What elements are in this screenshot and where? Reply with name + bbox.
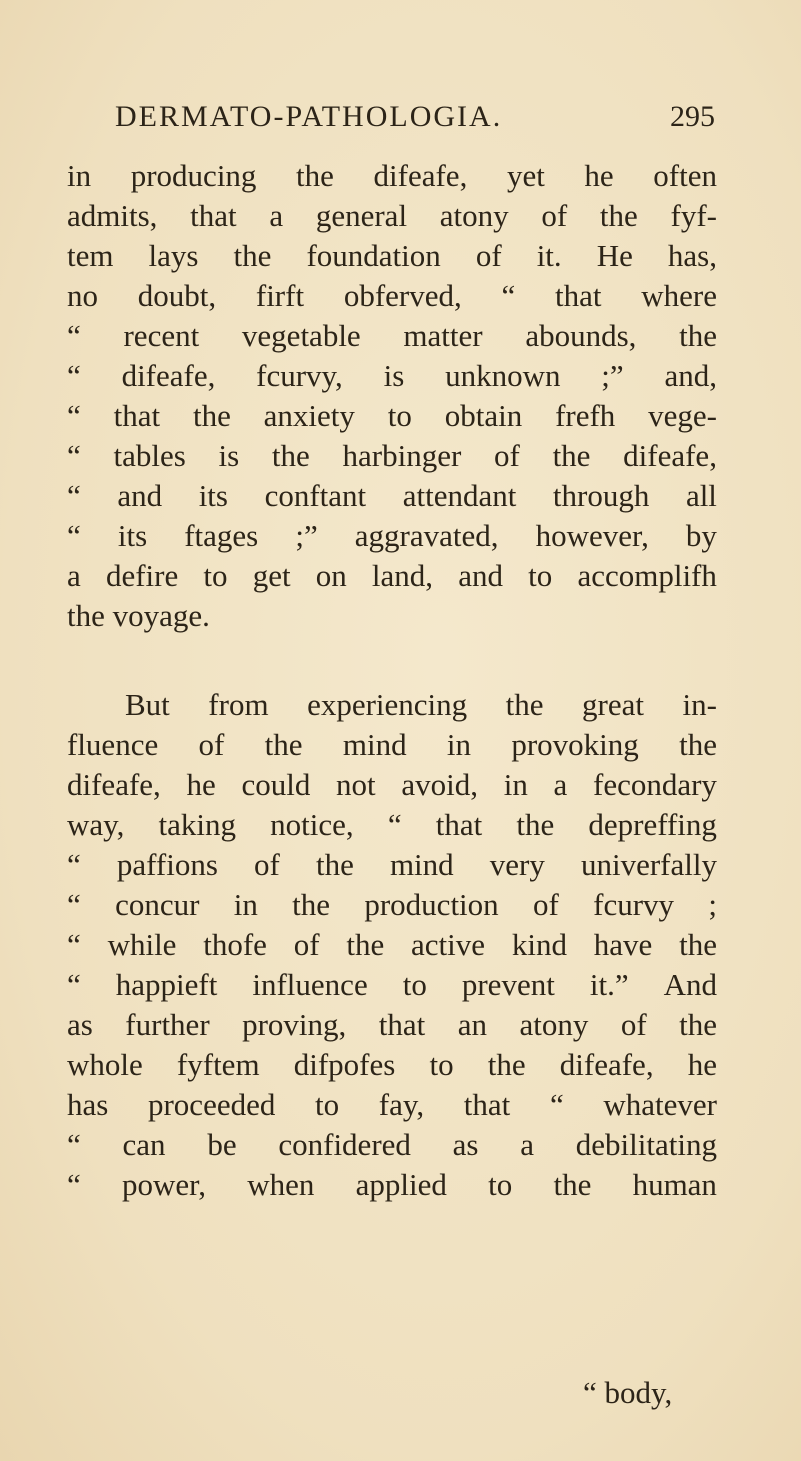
text-line: no doubt, firft obferved, “ that where (67, 278, 717, 313)
text-line: “ power, when applied to the human (67, 1167, 717, 1202)
paragraph (67, 685, 717, 1205)
text-line: “ concur in the production of fcurvy ; (67, 887, 717, 922)
paragraph (67, 156, 717, 636)
text-line: a defire to get on land, and to accomplifh (67, 558, 717, 593)
text-line: “ and its conftant attendant through all (67, 478, 717, 513)
text-line: “ while thofe of the active kind have the (67, 927, 717, 962)
text-line: “ difeafe, fcurvy, is unknown ;” and, (67, 358, 717, 393)
text-line: tem lays the foundation of it. He has, (67, 238, 717, 273)
text-line: whole fyftem difpofes to the difeafe, he (67, 1047, 717, 1082)
text-line: “ recent vegetable matter abounds, the (67, 318, 717, 353)
text-line: But from experiencing the great in- (125, 687, 717, 722)
text-line: “ tables is the harbinger of the difeafe, (67, 438, 717, 473)
text-line: “ that the anxiety to obtain frefh vege- (67, 398, 717, 433)
page-header (115, 100, 715, 144)
text-line: “ can be confidered as a debilitating (67, 1127, 717, 1162)
text-line: difeafe, he could not avoid, in a fecondary (67, 767, 717, 802)
text-line: in producing the difeafe, yet he often (67, 158, 717, 193)
text-line: has proceeded to fay, that “ whatever (67, 1087, 717, 1122)
text-line: “ its ftages ;” aggravated, however, by (67, 518, 717, 553)
paragraph-gap (67, 636, 717, 685)
text-line: “ paffions of the mind very univerfally (67, 847, 717, 882)
body-text (67, 156, 717, 1205)
running-head: DERMATO-PATHOLOGIA. (115, 100, 503, 133)
text-line: as further proving, that an atony of the (67, 1007, 717, 1042)
text-line: way, taking notice, “ that the depreffing (67, 807, 717, 842)
page-number: 295 (670, 100, 715, 133)
text-line: fluence of the mind in provoking the (67, 727, 717, 762)
text-line: the voyage. (67, 598, 210, 633)
text-line: admits, that a general atony of the fyf- (67, 198, 717, 233)
text-line: “ happieft influence to prevent it.” And (67, 967, 717, 1002)
catchword: “ body, (583, 1375, 673, 1410)
